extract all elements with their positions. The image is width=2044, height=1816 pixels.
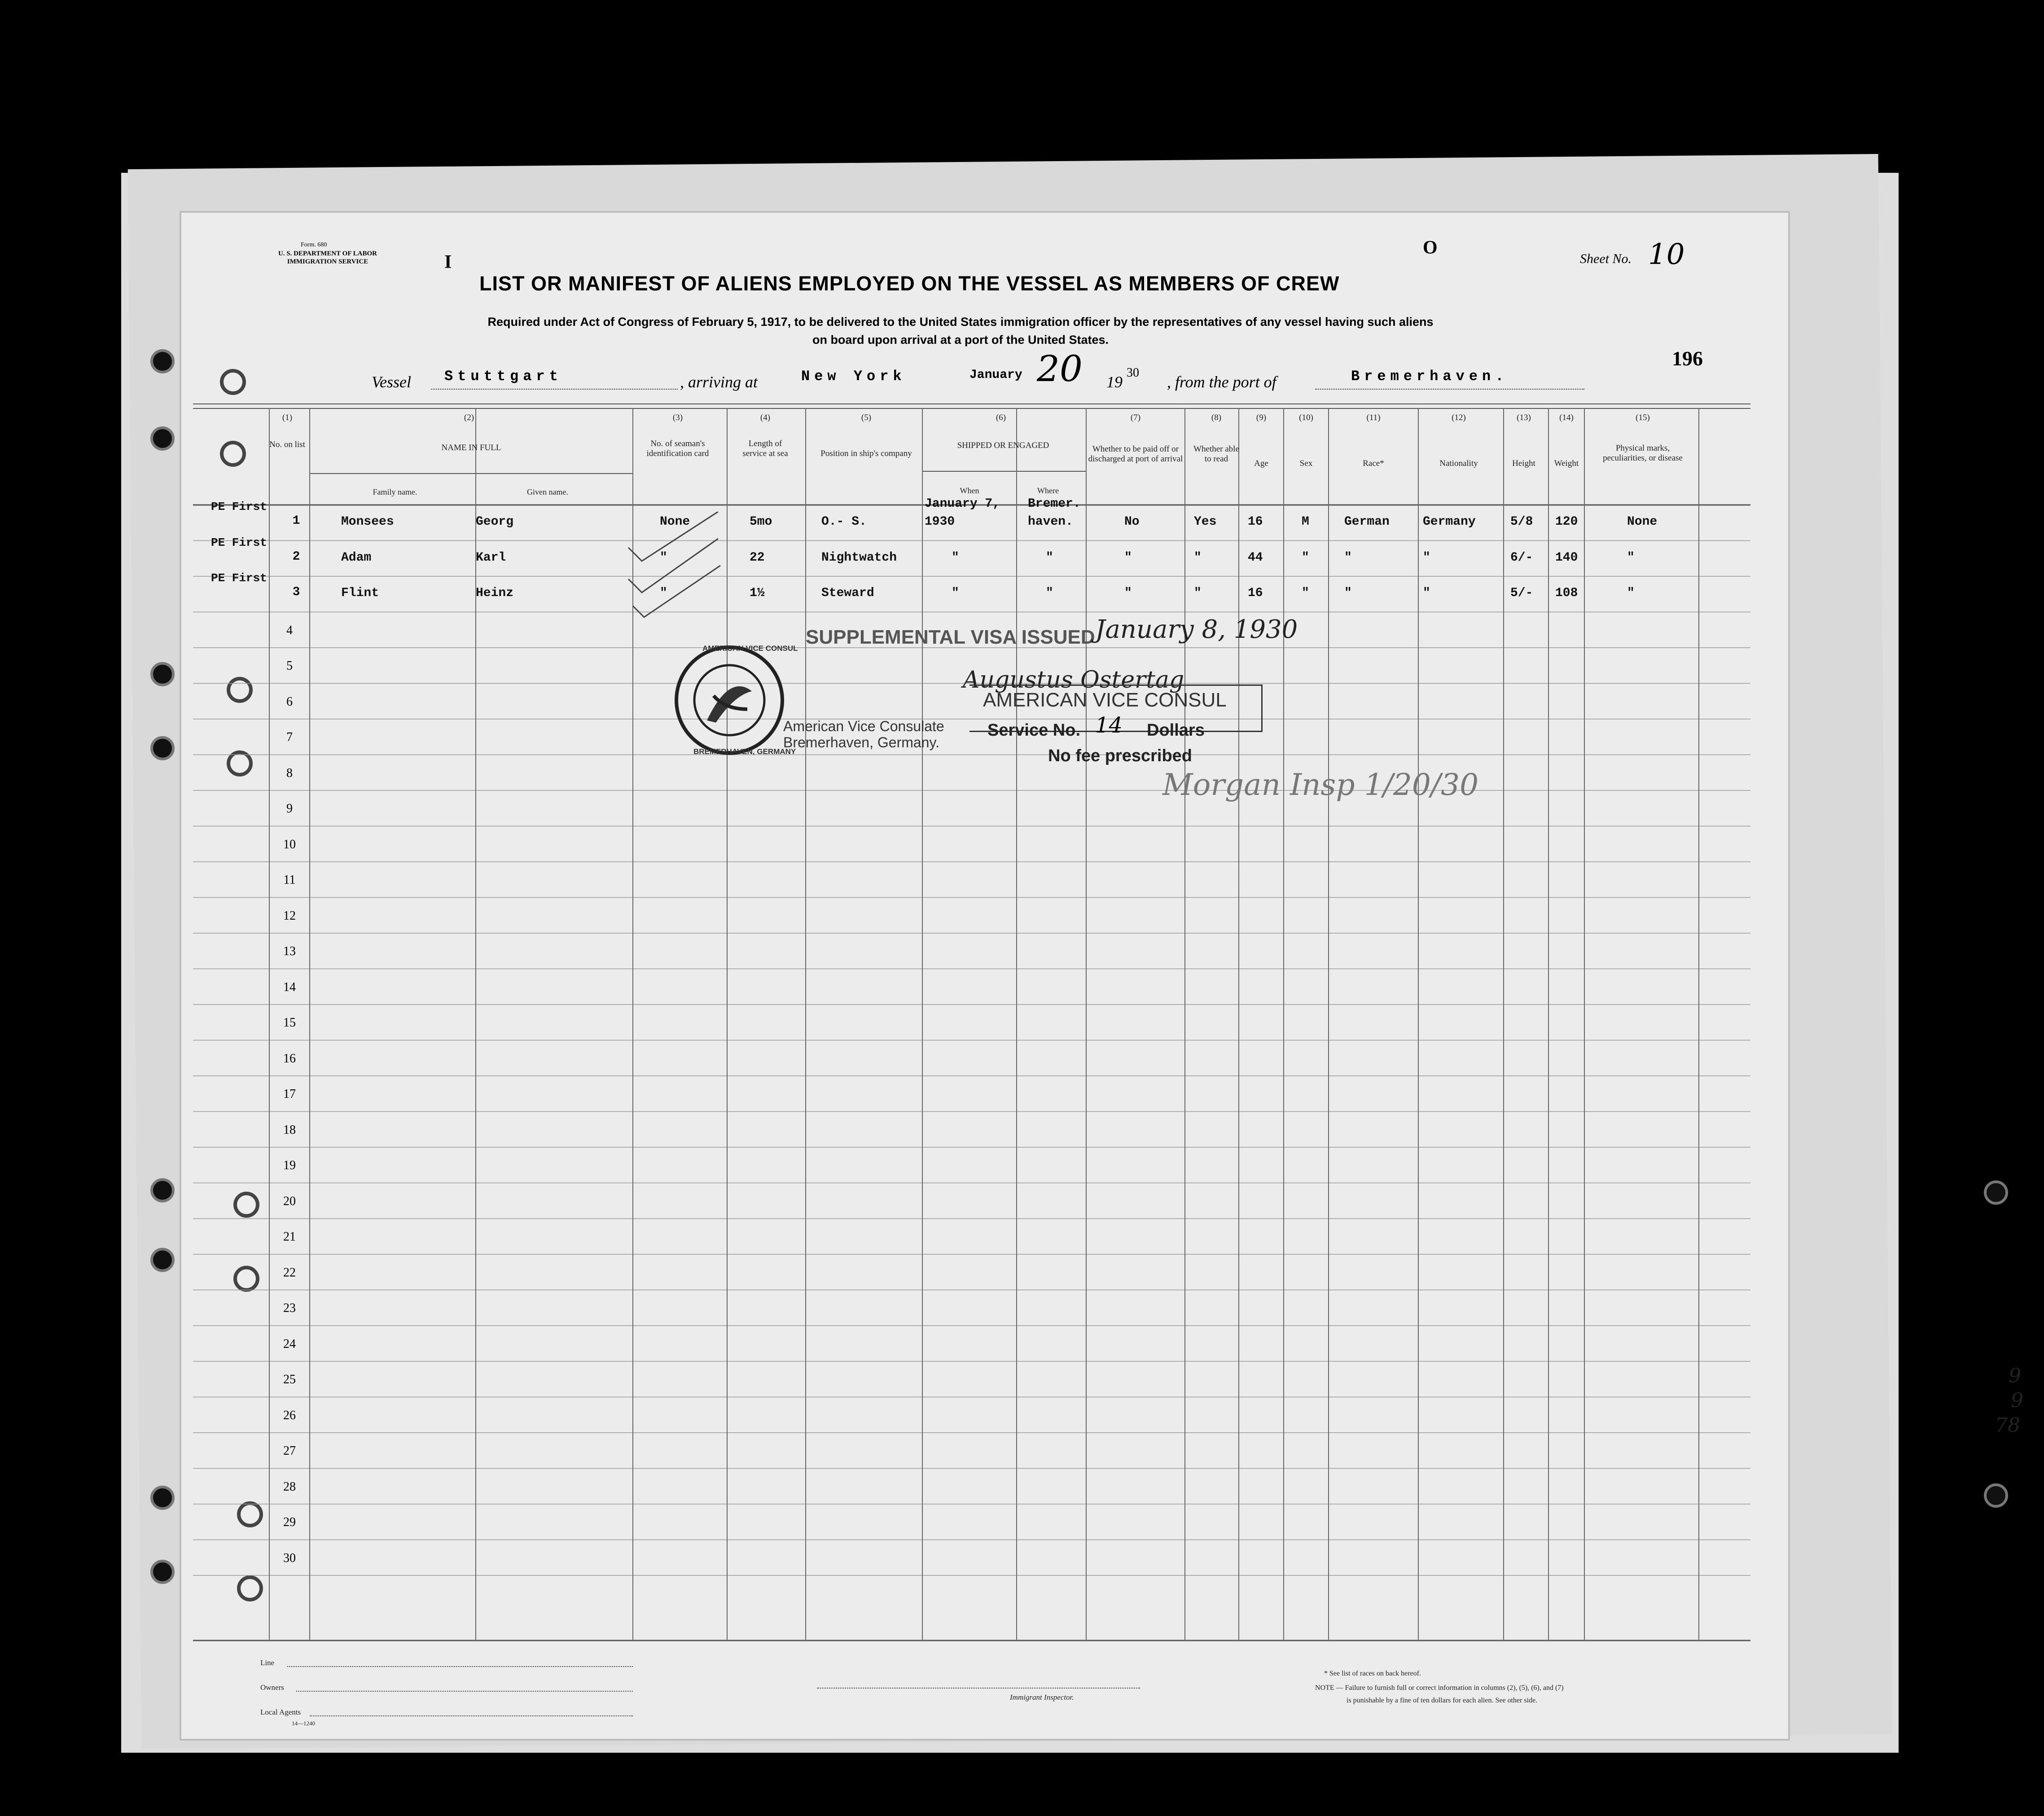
col-7-label: Whether to be paid off or discharged at port of arrival — [1088, 444, 1183, 464]
cell-service: 22 — [750, 550, 765, 565]
arriving-label: , arriving at — [680, 373, 758, 391]
cell-sex: " — [1302, 550, 1309, 565]
cell-paid: " — [1124, 550, 1132, 565]
agents-label: Local Agents — [260, 1708, 301, 1716]
agents-underline — [310, 1715, 633, 1716]
owners-underline — [296, 1691, 633, 1692]
cell-family: Flint — [341, 586, 379, 600]
row-number: 30 — [283, 1551, 296, 1565]
seal-top-text: AMERICAN VICE CONSUL — [702, 644, 798, 653]
cell-sex: M — [1302, 515, 1309, 529]
row-number: 4 — [286, 623, 293, 637]
cell-margin: PE First — [211, 535, 267, 549]
row-number: 23 — [283, 1301, 296, 1315]
cell-age: 16 — [1248, 515, 1263, 529]
row-number: 14 — [283, 980, 296, 994]
cell-where-1: " — [1046, 586, 1053, 600]
arrival-month: January — [969, 368, 1022, 382]
col-2-label: NAME IN FULL — [441, 443, 501, 452]
row-number: 15 — [283, 1016, 296, 1030]
col-5-number: (5) — [861, 413, 872, 422]
consulate-stamp — [783, 718, 944, 750]
cell-race: " — [1344, 586, 1352, 600]
consul-signature: Augustus Ostertag — [963, 667, 1184, 693]
fine-note-2: is punishable by a fine of ten dollars for each alien. See other side. — [1347, 1697, 1538, 1704]
department-name: U. S. DEPARTMENT OF LABOR — [278, 250, 377, 257]
cell-read: " — [1194, 550, 1202, 565]
from-label: , from the port of — [1167, 373, 1276, 391]
col-11-label: Race* — [1363, 459, 1384, 468]
cell-service: 5mo — [750, 515, 772, 529]
races-note: * See list of races on back hereof. — [1324, 1670, 1421, 1677]
cell-where-2: haven. — [1028, 515, 1073, 529]
row-number: 21 — [283, 1230, 296, 1244]
line-label: Line — [260, 1658, 275, 1667]
sheet-label: Sheet No. — [1580, 251, 1632, 266]
cell-where-1: " — [1046, 550, 1053, 565]
arrival-day: 20 — [1037, 348, 1083, 390]
row-number: 26 — [283, 1408, 296, 1422]
cell-height: 5/8 — [1510, 515, 1533, 529]
col-5-label: Position in ship's company — [820, 449, 912, 458]
owners-label: Owners — [260, 1683, 284, 1692]
row-number: 22 — [283, 1265, 296, 1280]
col-12-number: (12) — [1452, 413, 1466, 422]
family-name-label: Family name. — [373, 487, 417, 496]
cell-no: 1 — [292, 514, 300, 528]
col-2-number: (2) — [464, 413, 474, 422]
cell-nationality: Germany — [1423, 515, 1476, 529]
form-code: 14—1240 — [292, 1720, 315, 1727]
service-name: IMMIGRATION SERVICE — [287, 258, 368, 265]
cell-margin: PE First — [211, 500, 267, 513]
consulate-line-2: Bremerhaven, Germany. — [783, 734, 939, 750]
cell-position: O.- S. — [821, 515, 867, 529]
vessel-label: Vessel — [372, 373, 411, 391]
col-10-label: Sex — [1299, 459, 1313, 468]
col-1-number: (1) — [282, 413, 293, 422]
row-number: 16 — [283, 1051, 296, 1066]
row-number: 9 — [286, 802, 293, 816]
row-number: 13 — [283, 944, 296, 958]
cell-when-1: " — [952, 550, 959, 565]
cell-weight: 120 — [1555, 515, 1578, 529]
row-number: 24 — [283, 1337, 296, 1351]
col-4-label: Length of service at sea — [742, 439, 788, 458]
col-12-label: Nationality — [1439, 459, 1478, 468]
cell-card: None — [660, 515, 690, 529]
cell-read: Yes — [1194, 515, 1217, 529]
col-9-number: (9) — [1256, 413, 1267, 422]
consulate-seal — [671, 642, 788, 759]
cell-marks: " — [1627, 550, 1635, 565]
inspector-label: Immigrant Inspector. — [1010, 1693, 1074, 1702]
inspector-underline — [817, 1688, 1140, 1689]
corner-mark-left: I — [444, 252, 452, 272]
service-no-value: 14 — [1095, 713, 1123, 738]
cell-where-1: Bremer. — [1028, 497, 1081, 511]
col-4-number: (4) — [760, 413, 771, 422]
cell-given: Karl — [476, 550, 506, 565]
col-8-number: (8) — [1211, 413, 1222, 422]
cell-no: 2 — [292, 549, 300, 564]
cell-read: " — [1194, 586, 1202, 600]
cell-age: 16 — [1248, 586, 1263, 600]
cell-family: Monsees — [341, 515, 394, 529]
row-number: 25 — [283, 1373, 296, 1386]
cell-race: " — [1344, 550, 1352, 565]
cell-when-1: January 7, — [925, 497, 1000, 511]
cell-position: Nightwatch — [821, 550, 897, 565]
col-11-number: (11) — [1366, 413, 1381, 422]
side-mark-2: 9 — [2011, 1389, 2023, 1412]
col-10-number: (10) — [1299, 413, 1313, 422]
when-label: When — [960, 486, 979, 495]
col-15-label: Physical marks, peculiarities, or disease — [1603, 443, 1683, 463]
year-prefix: 19 — [1106, 373, 1123, 391]
page-title: LIST OR MANIFEST OF ALIENS EMPLOYED ON THE VESSEL AS MEMBERS OF CREW — [479, 272, 1340, 295]
consulate-line-1: American Vice Consulate — [783, 718, 944, 734]
visa-date: January 8, 1930 — [1095, 615, 1298, 644]
cell-nationality: " — [1423, 550, 1430, 565]
row-number: 28 — [283, 1479, 296, 1494]
visa-stamp: SUPPLEMENTAL VISA ISSUED — [806, 626, 1095, 648]
cell-height: 6/- — [1510, 550, 1533, 565]
col-3-label: No. of seaman's identification card — [646, 439, 709, 458]
row-number: 27 — [283, 1444, 296, 1458]
col-8-label: Whether able to read — [1193, 444, 1239, 464]
subtitle-line-1: Required under Act of Congress of February 5, 1917, to be delivered to the United States immigration officer by the representatives of any vessel having such aliens — [487, 315, 1434, 329]
col-1-label: No. on list — [269, 440, 305, 449]
side-mark-3: 78 — [1995, 1414, 2020, 1437]
fine-note-1: NOTE — Failure to furnish full or correct information in columns (2), (5), (6), and (7) — [1315, 1684, 1564, 1692]
where-label: Where — [1037, 486, 1059, 495]
row-number: 20 — [283, 1194, 296, 1208]
row-number: 6 — [286, 694, 293, 709]
col-14-number: (14) — [1559, 413, 1574, 422]
cell-weight: 108 — [1555, 586, 1578, 600]
corner-mark-mid: O — [1423, 237, 1438, 258]
cell-given: Heinz — [476, 586, 514, 600]
col-15-number: (15) — [1636, 413, 1650, 422]
cell-sex: " — [1302, 586, 1309, 600]
no-fee-stamp: No fee prescribed — [1048, 746, 1192, 765]
cell-paid: No — [1124, 515, 1140, 529]
cell-position: Steward — [821, 586, 874, 600]
col-14-label: Weight — [1554, 459, 1579, 468]
inspector-note: Morgan Insp 1/20/30 — [1162, 768, 1479, 802]
cell-nationality: " — [1423, 586, 1430, 600]
row-number: 11 — [283, 873, 296, 887]
cell-card: " — [660, 586, 667, 600]
row-number: 29 — [283, 1515, 296, 1529]
cell-height: 5/- — [1510, 586, 1533, 600]
cell-marks: " — [1627, 586, 1635, 600]
cell-card: " — [660, 550, 667, 565]
cell-paid: " — [1124, 586, 1132, 600]
cell-margin: PE First — [211, 571, 267, 585]
departure-port: Bremerhaven. — [1351, 368, 1509, 385]
side-mark-1: 9 — [2009, 1364, 2021, 1387]
col-7-number: (7) — [1130, 413, 1141, 422]
row-number: 17 — [283, 1087, 296, 1101]
col-6-label: SHIPPED OR ENGAGED — [957, 441, 1049, 450]
row-number: 10 — [283, 837, 296, 851]
row-number: 18 — [283, 1123, 296, 1137]
col-6-number: (6) — [996, 413, 1006, 422]
cell-race: German — [1344, 515, 1390, 529]
col-13-number: (13) — [1517, 413, 1531, 422]
cell-age: 44 — [1248, 550, 1263, 565]
cell-service: 1½ — [750, 586, 765, 600]
year-suffix: 30 — [1127, 366, 1139, 380]
cell-weight: 140 — [1555, 550, 1578, 565]
col-3-number: (3) — [672, 413, 683, 422]
row-number: 8 — [286, 766, 293, 780]
dollars-label: Dollars — [1147, 721, 1205, 740]
cell-given: Georg — [476, 515, 514, 529]
cell-no: 3 — [292, 585, 300, 599]
row-number: 7 — [286, 730, 293, 744]
row-number: 19 — [283, 1158, 296, 1172]
arrival-port: New York — [801, 368, 906, 385]
sheet-number: 10 — [1648, 238, 1685, 271]
service-no-label: Service No. — [987, 721, 1080, 740]
col-13-label: Height — [1512, 459, 1535, 468]
col-9-label: Age — [1254, 459, 1268, 468]
cell-family: Adam — [341, 550, 372, 565]
given-name-label: Given name. — [527, 487, 568, 496]
cell-when-2: 1930 — [925, 515, 955, 529]
cell-when-1: " — [952, 586, 959, 600]
vessel-name: Stuttgart — [444, 368, 562, 385]
stamp-number: 196 — [1672, 347, 1703, 370]
check-marks — [624, 512, 736, 619]
seal-bottom-text: BREMERHAVEN, GERMANY — [693, 747, 796, 756]
subtitle-line-2: on board upon arrival at a port of the United States. — [812, 333, 1109, 347]
line-underline — [287, 1666, 633, 1667]
vice-consul-stamp: AMERICAN VICE CONSUL — [983, 689, 1227, 711]
form-number: Form. 680 — [301, 241, 327, 248]
cell-marks: None — [1627, 515, 1658, 529]
row-number: 12 — [283, 908, 296, 923]
row-number: 5 — [286, 659, 293, 673]
